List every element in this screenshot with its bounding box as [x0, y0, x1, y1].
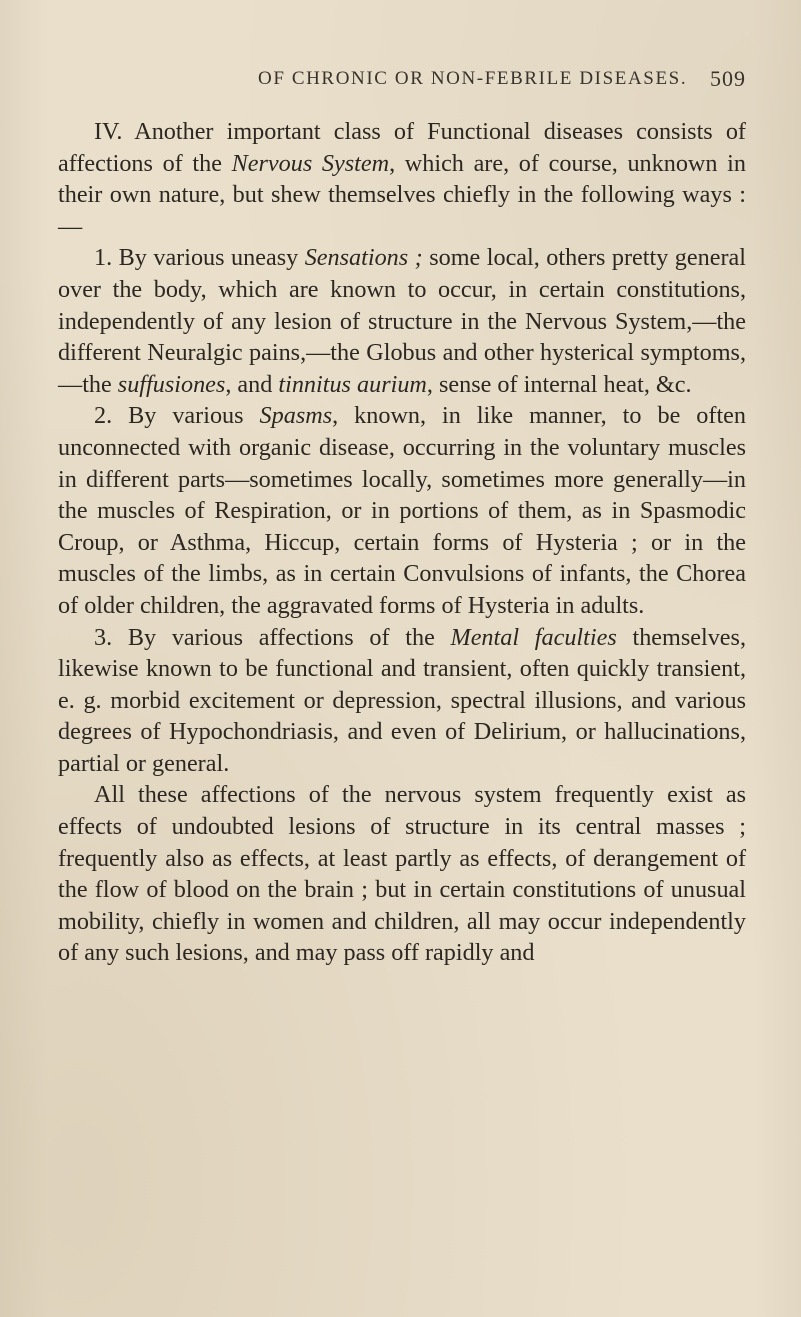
- italic-segment: suffusiones: [117, 370, 226, 398]
- paragraph-1: [58, 242, 746, 400]
- text-segment: some local, others pretty general over the body, which are known to occur, in certain constitutions, independently of any lesion of structure in the Nervous System,—the different Neuralgic pains,—the Globus and other hysterical symptoms, —the: [58, 244, 746, 398]
- italic-segment: Nervous System: [231, 149, 390, 177]
- text-segment: 2. By various: [94, 402, 260, 430]
- italic-segment: Sensations ;: [304, 244, 423, 272]
- text-segment: themselves, likewise known to be functional and transient, often quickly transient, e. g. morbid excitement or depression, spectral illusions, and various degrees of Hypochondriasis, and even of Delirium, or hallucinations, partial or general.: [58, 623, 746, 777]
- italic-segment: Mental faculties: [450, 623, 617, 651]
- paragraph-3: [58, 622, 746, 780]
- text-segment: , known, in like manner, to be often unconnected with organic disease, occurring in the voluntary muscles in different parts—sometimes locally, sometimes more generally—in the muscles of Respiration, or in portions of them, as in Spasmodic Croup, or Asthma, Hiccup, certain forms of Hysteria ; or in the muscles of the limbs, as in certain Convulsions of infants, the Chorea of older children, the aggravated forms of Hysteria in adults.: [58, 402, 747, 619]
- text-segment: All these affections of the nervous system frequently exist as effects of undoubted lesions of structure in its central masses ; frequently also as effects, at least partly as effects, of derangement of the flow of blood on the brain ; but in certain constitutions of unusual mobility, chiefly in women and children, all may occur independently of any such lesions, and may pass off rapidly and: [58, 781, 746, 967]
- running-head: [258, 68, 746, 98]
- body-text: [58, 116, 746, 969]
- text-segment: 1. By various uneasy: [94, 244, 305, 272]
- page-number: 509: [710, 66, 746, 91]
- text-segment: , which are, of course, unknown in their own nature, but shew themselves chiefly in the following ways :—: [58, 149, 746, 240]
- paragraph-2: [58, 400, 746, 621]
- italic-segment: Spasms: [259, 402, 333, 430]
- paragraph-iv: [58, 116, 746, 242]
- paragraph-summary: [58, 779, 746, 969]
- text-segment: 3. By various affections of the: [94, 623, 451, 651]
- italic-segment: tinnitus aurium: [278, 370, 427, 398]
- text-segment: , and: [225, 370, 279, 398]
- text-segment: , sense of internal heat, &c.: [426, 370, 692, 398]
- running-title: OF CHRONIC OR NON-FEBRILE DISEASES.: [258, 68, 688, 89]
- text-segment: IV. Another important class of Functional diseases consists of affections of the: [58, 118, 746, 177]
